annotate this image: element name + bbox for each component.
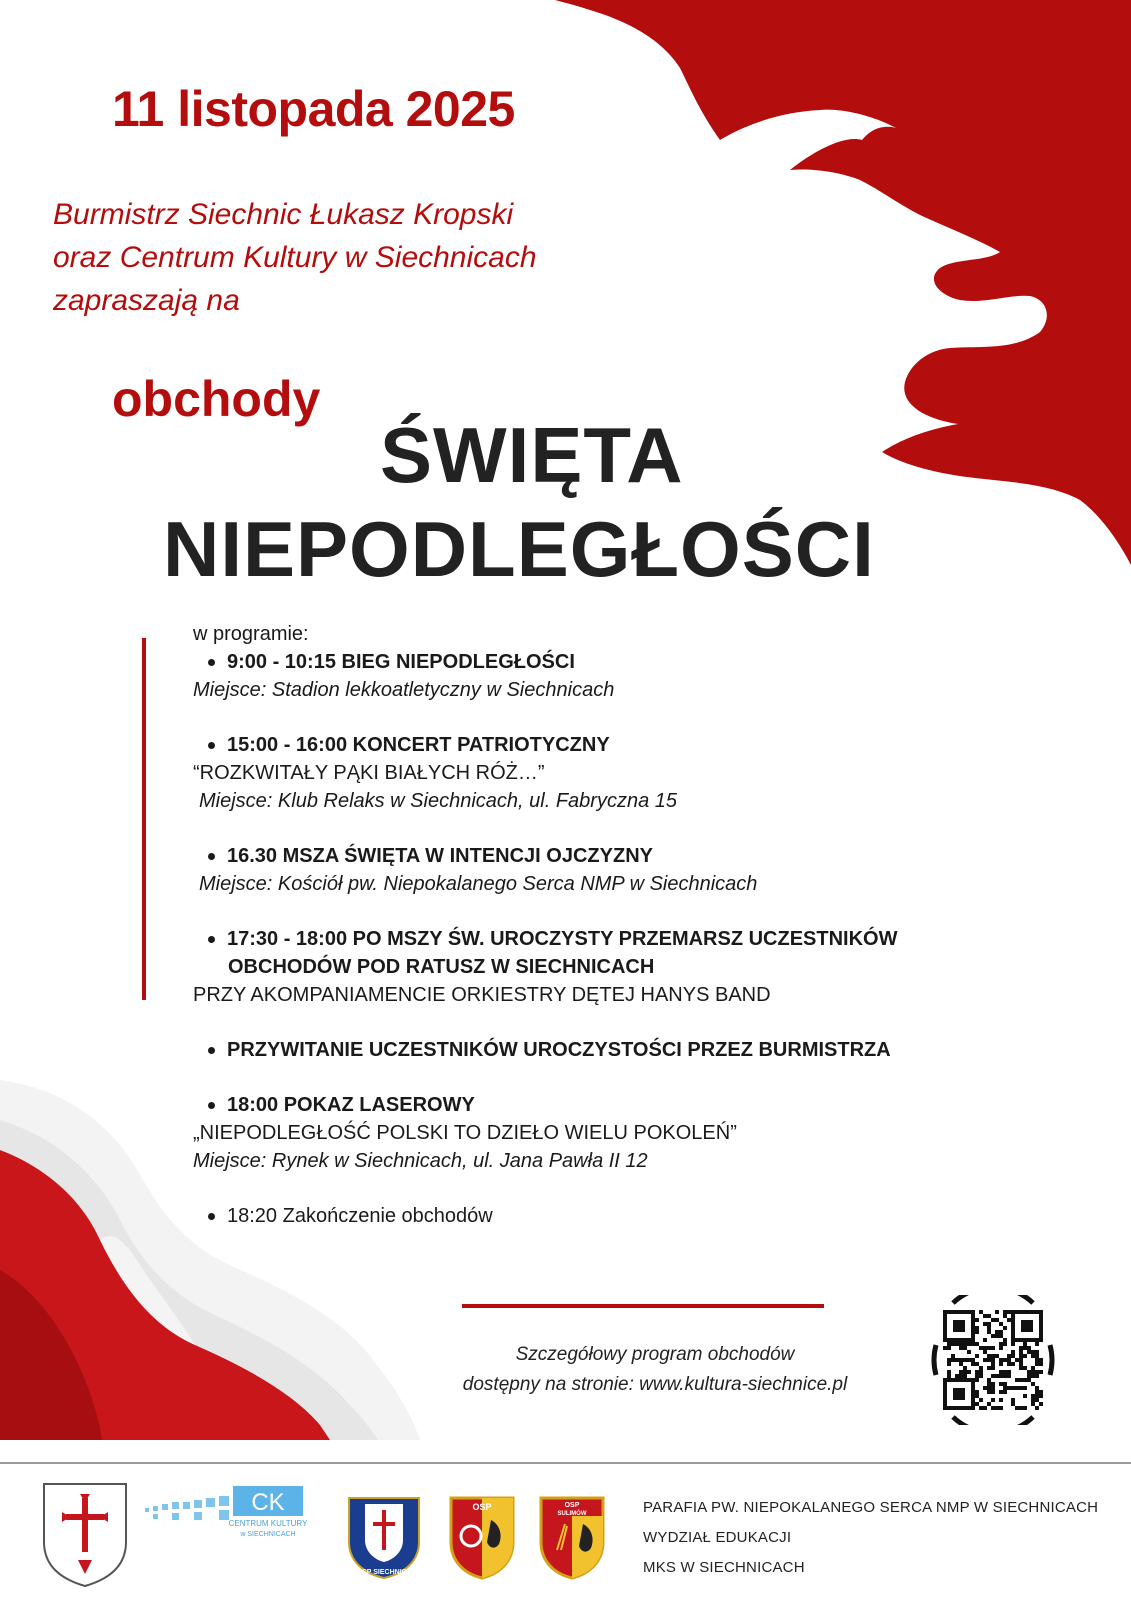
title-line-2: NIEPODLEGŁOŚCI: [163, 505, 875, 593]
bullet-icon: [208, 659, 215, 666]
title-lead: obchody: [112, 371, 321, 427]
program-intro: w programie:: [193, 623, 309, 645]
program-item-subtitle: „NIEPODLEGŁOŚĆ POLSKI TO DZIEŁO WIELU POKOLEŃ”: [193, 1122, 737, 1144]
program-item-place: Miejsce: Stadion lekkoatletyczny w Siechnicach: [193, 679, 615, 701]
program-accent-bar: [142, 638, 146, 1000]
program-item-place: Miejsce: Klub Relaks w Siechnicach, ul. Fabryczna 15: [199, 790, 677, 812]
bullet-icon: [208, 1047, 215, 1054]
program-item-title-cont: OBCHODÓW POD RATUSZ W SIECHNICACH: [228, 956, 655, 978]
bullet-icon: [208, 1102, 215, 1109]
invitation-line: Burmistrz Siechnic Łukasz Kropski: [53, 198, 514, 231]
invitation-text: [53, 193, 537, 322]
partners-list: [643, 1493, 1098, 1583]
osp-unit-logo: [447, 1490, 517, 1580]
svg-text:OSP SIECHNICE: OSP SIECHNICE: [356, 1569, 412, 1576]
event-date: 11 listopada 2025: [112, 81, 515, 137]
bullet-icon: [208, 936, 215, 943]
invitation-line: oraz Centrum Kultury w Siechnicach: [53, 241, 537, 274]
footer-divider: [0, 1462, 1131, 1464]
svg-text:OSP: OSP: [472, 1502, 492, 1512]
bullet-icon: [208, 1213, 215, 1220]
ck-logo: [145, 1486, 310, 1546]
svg-text:OSP: OSP: [564, 1502, 580, 1509]
program-item-subtitle: “ROZKWITAŁY PĄKI BIAŁYCH RÓŻ…”: [193, 762, 545, 784]
bullet-icon: [208, 853, 215, 860]
invitation-line: zapraszają na: [53, 284, 240, 317]
program-item-title: 18:00 POKAZ LASEROWY: [208, 1094, 475, 1117]
osp-siechnice-logo: [345, 1490, 423, 1580]
program-item-place: Miejsce: Kościół pw. Niepokalanego Serca NMP w Siechnicach: [199, 873, 758, 895]
program-item-title: 15:00 - 16:00 KONCERT PATRIOTYCZNY: [208, 734, 610, 757]
program-item-title: 9:00 - 10:15 BIEG NIEPODLEGŁOŚCI: [208, 651, 575, 674]
qr-code[interactable]: [928, 1295, 1058, 1425]
partner-line: MKS W SIECHNICACH: [643, 1559, 805, 1576]
siechnice-coat-of-arms: [40, 1480, 130, 1588]
title-line-1: ŚWIĘTA: [380, 411, 684, 499]
program-item-place: Miejsce: Rynek w Siechnicach, ul. Jana Pawła II 12: [193, 1150, 648, 1172]
program-item-subtitle: PRZY AKOMPANIAMENCIE ORKIESTRY DĘTEJ HANYS BAND: [193, 984, 771, 1006]
details-line[interactable]: dostępny na stronie: www.kultura-siechnice.pl: [462, 1374, 848, 1395]
details-note: [440, 1340, 870, 1400]
osp-sulimow-logo: [537, 1490, 607, 1580]
bullet-icon: [208, 742, 215, 749]
partner-line: PARAFIA PW. NIEPOKALANEGO SERCA NMP W SIECHNICACH: [643, 1499, 1099, 1516]
program-item-title: PRZYWITANIE UCZESTNIKÓW UROCZYSTOŚCI PRZEZ BURMISTRZA: [208, 1039, 891, 1062]
details-line: Szczegółowy program obchodów: [515, 1344, 795, 1365]
program-item-title: 17:30 - 18:00 PO MSZY ŚW. UROCZYSTY PRZEMARSZ UCZESTNIKÓW: [208, 928, 897, 951]
program-item-title: 18:20 Zakończenie obchodów: [208, 1205, 493, 1228]
svg-text:CENTRUM KULTURY: CENTRUM KULTURY: [228, 1519, 308, 1528]
divider: [462, 1304, 824, 1308]
program-item-title: 16.30 MSZA ŚWIĘTA W INTENCJI OJCZYZNY: [208, 845, 653, 868]
svg-text:CK: CK: [251, 1489, 285, 1516]
svg-text:SULIMÓW: SULIMÓW: [557, 1511, 587, 1517]
partner-line: WYDZIAŁ EDUKACJI: [643, 1529, 792, 1546]
svg-text:w SIECHNICACH: w SIECHNICACH: [240, 1531, 296, 1538]
